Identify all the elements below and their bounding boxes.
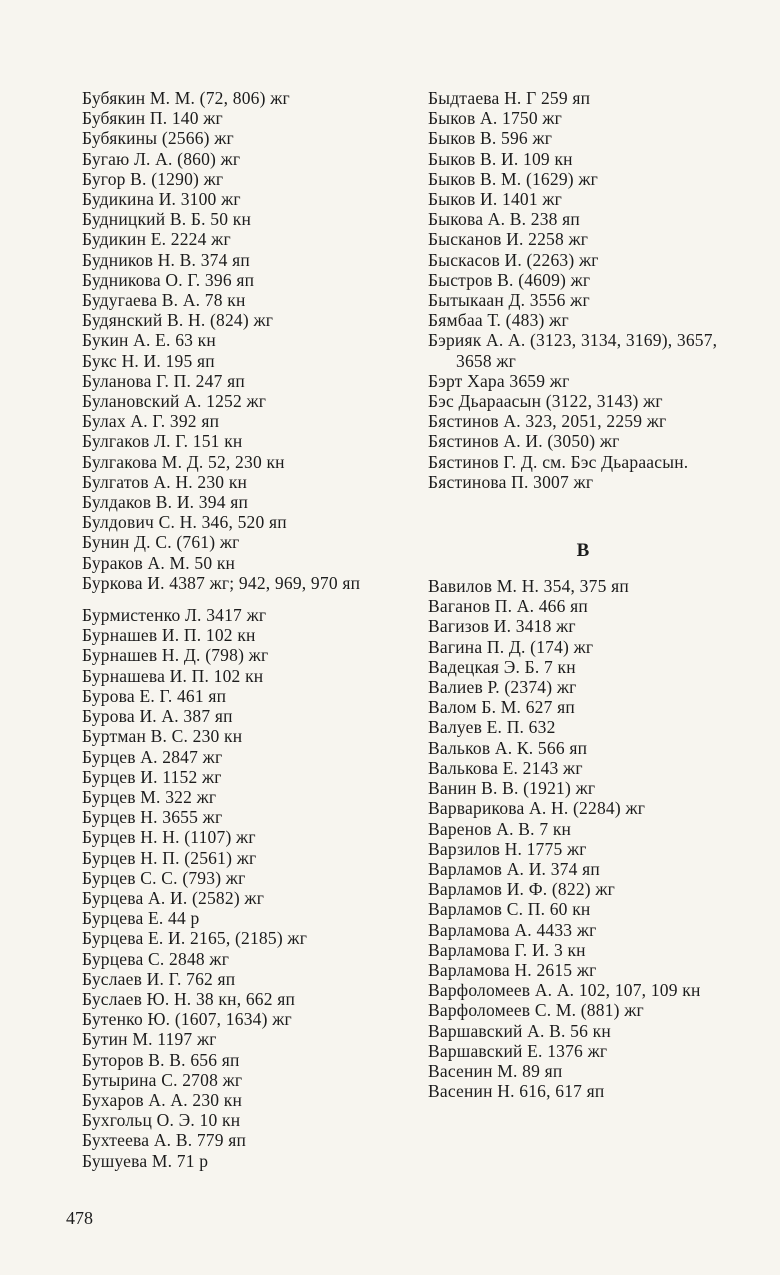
index-entry: Будникова О. Г. 396 яп bbox=[82, 269, 255, 290]
index-entry: Вадецкая Э. Б. 7 кн bbox=[428, 656, 576, 677]
index-entry: Варфоломеев С. М. (881) жг bbox=[428, 1000, 644, 1021]
index-entry: Будугаева В. А. 78 кн bbox=[82, 290, 246, 311]
index-entry: Бэрияк А. А. (3123, 3134, 3169), 3657, 3658 жг bbox=[428, 330, 718, 371]
index-entry: Букс Н. И. 195 яп bbox=[82, 350, 215, 371]
index-entry: Бурцев Н. 3655 жг bbox=[82, 807, 223, 828]
index-entry: Букин А. Е. 63 кн bbox=[82, 330, 216, 351]
index-entry: Бэс Дьараасын (3122, 3143) жг bbox=[428, 391, 663, 412]
index-entry: Будикина И. 3100 жг bbox=[82, 189, 241, 210]
index-entry: Бурцева Е. 44 р bbox=[82, 908, 200, 929]
index-entry: Бэрт Хара 3659 жг bbox=[428, 370, 570, 391]
index-entry: Бурцев Н. Н. (1107) жг bbox=[82, 827, 256, 848]
index-entry: Будикин Е. 2224 жг bbox=[82, 229, 231, 250]
index-entry: Бурова Е. Г. 461 яп bbox=[82, 685, 227, 706]
index-entry: Быков А. 1750 жг bbox=[428, 108, 563, 129]
index-entry: Булановский А. 1252 жг bbox=[82, 391, 267, 412]
index-entry: Васенин Н. 616, 617 яп bbox=[428, 1081, 605, 1102]
b-entries-continued bbox=[428, 88, 738, 492]
index-entry: Будников Н. В. 374 яп bbox=[82, 249, 250, 270]
index-entry: Быдтаева Н. Г 259 яп bbox=[428, 88, 591, 108]
index-entry: Вавилов М. Н. 354, 375 яп bbox=[428, 576, 629, 597]
index-entry: Вагина П. Д. (174) жг bbox=[428, 636, 594, 657]
index-entry: Буслаев И. Г. 762 яп bbox=[82, 968, 236, 989]
index-entry: Бухтеева А. В. 779 яп bbox=[82, 1130, 247, 1151]
index-entry: Варламова Г. И. 3 кн bbox=[428, 939, 586, 960]
index-entry: Бурцев Н. П. (2561) жг bbox=[82, 847, 257, 868]
index-entry: Варзилов Н. 1775 жг bbox=[428, 838, 587, 859]
index-entry: Варламов И. Ф. (822) жг bbox=[428, 879, 616, 900]
index-entry: Бурова И. А. 387 яп bbox=[82, 706, 233, 727]
index-entry: Быков И. 1401 жг bbox=[428, 189, 563, 210]
index-entry: Бугор В. (1290) жг bbox=[82, 168, 224, 189]
index-entry: Валькова Е. 2143 жг bbox=[428, 757, 583, 778]
index-entry: Варшавский А. В. 56 кн bbox=[428, 1020, 611, 1041]
index-entry: Буркова И. 4387 жг; 942, 969, 970 яп bbox=[82, 572, 361, 593]
index-entry: Быков В. И. 109 кн bbox=[428, 148, 573, 169]
index-entry: Бубякин П. 140 жг bbox=[82, 108, 223, 129]
index-entry: Бястинов А. 323, 2051, 2259 жг bbox=[428, 411, 667, 432]
index-entry: Бурмистенко Л. 3417 жг bbox=[82, 605, 267, 626]
index-entry: Буланова Г. П. 247 яп bbox=[82, 370, 245, 391]
index-entry: Варенов А. В. 7 кн bbox=[428, 818, 572, 839]
index-entry: Бухгольц О. Э. 10 кн bbox=[82, 1110, 241, 1131]
index-entry: Быстров В. (4609) жг bbox=[428, 269, 591, 290]
index-entry: Бухаров А. А. 230 кн bbox=[82, 1089, 243, 1110]
entry-gap bbox=[82, 593, 392, 605]
index-entry: Булдович С. Н. 346, 520 яп bbox=[82, 512, 287, 533]
index-entry: Варфоломеев А. А. 102, 107, 109 кн bbox=[428, 980, 701, 1001]
index-entry: Варламов А. И. 374 яп bbox=[428, 858, 600, 879]
index-entry: Ванин В. В. (1921) жг bbox=[428, 778, 596, 799]
index-entry: Булгатов А. Н. 230 кн bbox=[82, 471, 248, 492]
index-entry: Валом Б. М. 627 яп bbox=[428, 697, 575, 718]
index-entry: Бурнашев Н. Д. (798) жг bbox=[82, 645, 269, 666]
index-entry: Варламов С. П. 60 кн bbox=[428, 899, 591, 920]
index-entry: Бунин Д. С. (761) жг bbox=[82, 532, 240, 553]
index-entry: Вагизов И. 3418 жг bbox=[428, 616, 576, 637]
index-entry: Бястинов Г. Д. см. Бэс Дьараасын. bbox=[428, 451, 689, 472]
index-entry: Бутин М. 1197 жг bbox=[82, 1029, 217, 1050]
left-index-column bbox=[82, 88, 392, 1171]
index-entry: Вальков А. К. 566 яп bbox=[428, 737, 588, 758]
index-entry: Бурцева Е. И. 2165, (2185) жг bbox=[82, 928, 308, 949]
index-entry: Варламова Н. 2615 жг bbox=[428, 959, 597, 980]
index-entry: Булдаков В. И. 394 яп bbox=[82, 492, 249, 513]
index-entry: Бутырина С. 2708 жг bbox=[82, 1069, 243, 1090]
index-entry: Бурцев С. С. (793) жг bbox=[82, 867, 246, 888]
index-entry: Будницкий В. Б. 50 кн bbox=[82, 209, 252, 230]
index-entry: Быскасов И. (2263) жг bbox=[428, 249, 599, 270]
index-entry: Булгаков Л. Г. 151 кн bbox=[82, 431, 243, 452]
index-entry: Бысканов И. 2258 жг bbox=[428, 229, 589, 250]
index-entry: Варшавский Е. 1376 жг bbox=[428, 1040, 608, 1061]
index-entry: Булгакова М. Д. 52, 230 кн bbox=[82, 451, 285, 472]
index-entry: Бушуева М. 71 р bbox=[82, 1150, 209, 1171]
index-entry: Варламова А. 4433 жг bbox=[428, 919, 597, 940]
index-entry: Бураков А. М. 50 кн bbox=[82, 552, 236, 573]
index-entry: Бястинов А. И. (3050) жг bbox=[428, 431, 620, 452]
index-entry: Бямбаа Т. (483) жг bbox=[428, 310, 569, 331]
index-entry: Бугаю Л. А. (860) жг bbox=[82, 148, 241, 169]
section-letter-v: В bbox=[576, 540, 590, 562]
index-entry: Бурцева С. 2848 жг bbox=[82, 948, 230, 969]
right-index-column bbox=[428, 88, 738, 1101]
index-entry: Бутенко Ю. (1607, 1634) жг bbox=[82, 1009, 292, 1030]
index-entry: Бястинова П. 3007 жг bbox=[428, 471, 594, 492]
index-entry: Будянский В. Н. (824) жг bbox=[82, 310, 274, 331]
index-entry: Бубякины (2566) жг bbox=[82, 128, 234, 149]
index-entry: Бурнашев И. П. 102 кн bbox=[82, 625, 256, 646]
index-entry: Булах А. Г. 392 яп bbox=[82, 411, 220, 432]
index-entry: Варварикова А. Н. (2284) жг bbox=[428, 798, 646, 819]
index-entry: Васенин М. 89 яп bbox=[428, 1060, 563, 1081]
index-entry: Валуев Е. П. 632 bbox=[428, 717, 556, 738]
index-entry: Бурнашева И. П. 102 кн bbox=[82, 665, 264, 686]
index-entry: Быкова А. В. 238 яп bbox=[428, 209, 580, 230]
index-entry: Бубякин М. М. (72, 806) жг bbox=[82, 88, 290, 108]
index-entry: Бытыкаан Д. 3556 жг bbox=[428, 290, 590, 311]
index-entry: Бурцев М. 322 жг bbox=[82, 786, 217, 807]
index-entry: Быков В. М. (1629) жг bbox=[428, 168, 599, 189]
index-entry: Буслаев Ю. Н. 38 кн, 662 яп bbox=[82, 988, 296, 1009]
index-entry: Буторов В. В. 656 яп bbox=[82, 1049, 240, 1070]
index-entry: Бурцева А. И. (2582) жг bbox=[82, 887, 265, 908]
v-entries bbox=[428, 576, 738, 1101]
index-entry: Ваганов П. А. 466 яп bbox=[428, 596, 588, 617]
page-number: 478 bbox=[66, 1208, 93, 1228]
index-entry: Бурцев И. 1152 жг bbox=[82, 766, 222, 787]
index-entry: Быков В. 596 жг bbox=[428, 128, 553, 149]
index-entry: Бурцев А. 2847 жг bbox=[82, 746, 223, 767]
index-entry: Валиев Р. (2374) жг bbox=[428, 677, 577, 698]
index-entry: Буртман В. С. 230 кн bbox=[82, 726, 243, 747]
